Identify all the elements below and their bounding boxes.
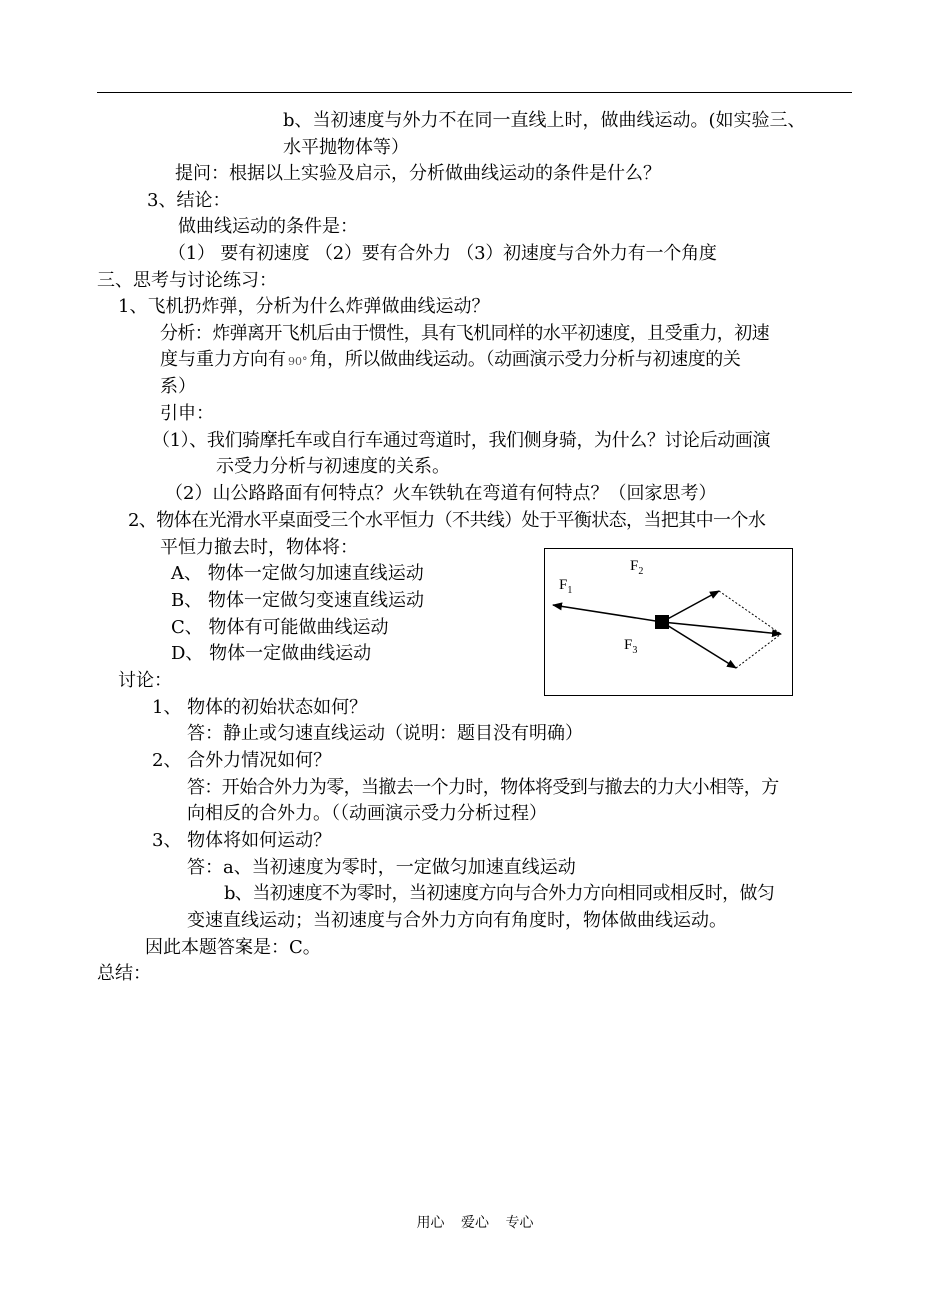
text-fragment: 角，所以做曲线运动。（动画演示受力分析与初速度的关 [309, 349, 741, 370]
text-line: 示受力分析与初速度的关系。 [216, 456, 450, 477]
text-line: 平恒力撤去时，物体将： [160, 537, 358, 558]
footer-text: 专心 [505, 1215, 534, 1231]
text-line [160, 349, 741, 373]
parallelogram-line [736, 634, 781, 668]
text-line: （2）山公路路面有何特点？火车铁轨在弯道有何特点？（回家思考） [165, 483, 717, 504]
choice-a: A、 物体一定做匀加速直线运动 [171, 563, 424, 584]
text-line: 分析：炸弹离开飞机后由于惯性，具有飞机同样的水平初速度，且受重力，初速 [160, 323, 769, 344]
question-2: 2、物体在光滑水平桌面受三个水平恒力（不共线）处于平衡状态，当把其中一个水 [128, 510, 766, 531]
f1-arrow [553, 605, 662, 622]
question-1: 1、飞机扔炸弹，分析为什么炸弹做曲线运动？ [118, 296, 490, 317]
text-line: 2、 合外力情况如何？ [152, 750, 332, 771]
text-line: 讨论： [118, 670, 172, 691]
object-block [655, 615, 669, 629]
text-line: 引申： [160, 403, 214, 424]
text-line: 向相反的合外力。（（动画演示受力分析过程） [187, 803, 547, 824]
f2-label: $F_2$ [630, 558, 644, 577]
resultant-arrow [662, 622, 781, 634]
text-line: 水平抛物体等） [283, 137, 409, 158]
header-rule [97, 92, 852, 93]
text-line: 答：a、当初速度为零时，一定做匀加速直线运动 [187, 857, 576, 878]
text-line: 3、 物体将如何运动？ [152, 830, 332, 851]
text-line: b、当初速度不为零时，当初速度方向与合外力方向相同或相反时，做匀 [224, 883, 775, 904]
force-diagram [544, 548, 793, 696]
f3-label: $F_3$ [624, 637, 638, 656]
text-line: 系） [160, 376, 196, 397]
choice-c: C、 物体有可能做曲线运动 [171, 617, 389, 638]
text-line: 答：静止或匀速直线运动（说明：题目没有明确） [187, 723, 583, 744]
text-line: 变速直线运动；当初速度与合外力方向有角度时，物体做曲线运动。 [187, 910, 727, 931]
f2-arrow [662, 591, 719, 622]
f1-label: $F_1$ [559, 577, 573, 596]
text-line: b、当初速度与外力不在同一直线上时，做曲线运动。(如实验三、 [283, 110, 806, 131]
text-line: 总结： [97, 963, 151, 984]
footer-text: 爱心 [461, 1215, 489, 1231]
parallelogram-line [719, 591, 781, 634]
text-fragment: 度与重力方向有 [160, 349, 286, 370]
section-heading: 三、思考与讨论练习： [97, 270, 277, 291]
text-line: 因此本题答案是：C。 [145, 937, 321, 958]
choice-d: D、 物体一定做曲线运动 [171, 643, 372, 664]
footer-text: 用心 [416, 1215, 445, 1231]
text-line: 1、 物体的初始状态如何？ [152, 697, 368, 718]
text-line: 提问：根据以上实验及启示，分析做曲线运动的条件是什么？ [175, 163, 661, 184]
text-line: （1） 要有初速度 （2）要有合外力 （3）初速度与合外力有一个角度 [168, 243, 717, 264]
force-diagram-svg [545, 549, 794, 697]
text-line: 3、结论： [147, 190, 231, 211]
text-line: 做曲线运动的条件是： [178, 216, 358, 237]
page-footer [0, 1212, 950, 1232]
angle-value: 90° [288, 355, 308, 368]
choice-b: B、 物体一定做匀变速直线运动 [171, 590, 424, 611]
text-line: 答：开始合外力为零，当撤去一个力时，物体将受到与撤去的力大小相等，方 [187, 777, 779, 798]
text-line: （1）、我们骑摩托车或自行车通过弯道时，我们侧身骑，为什么？讨论后动画演 [152, 430, 771, 451]
